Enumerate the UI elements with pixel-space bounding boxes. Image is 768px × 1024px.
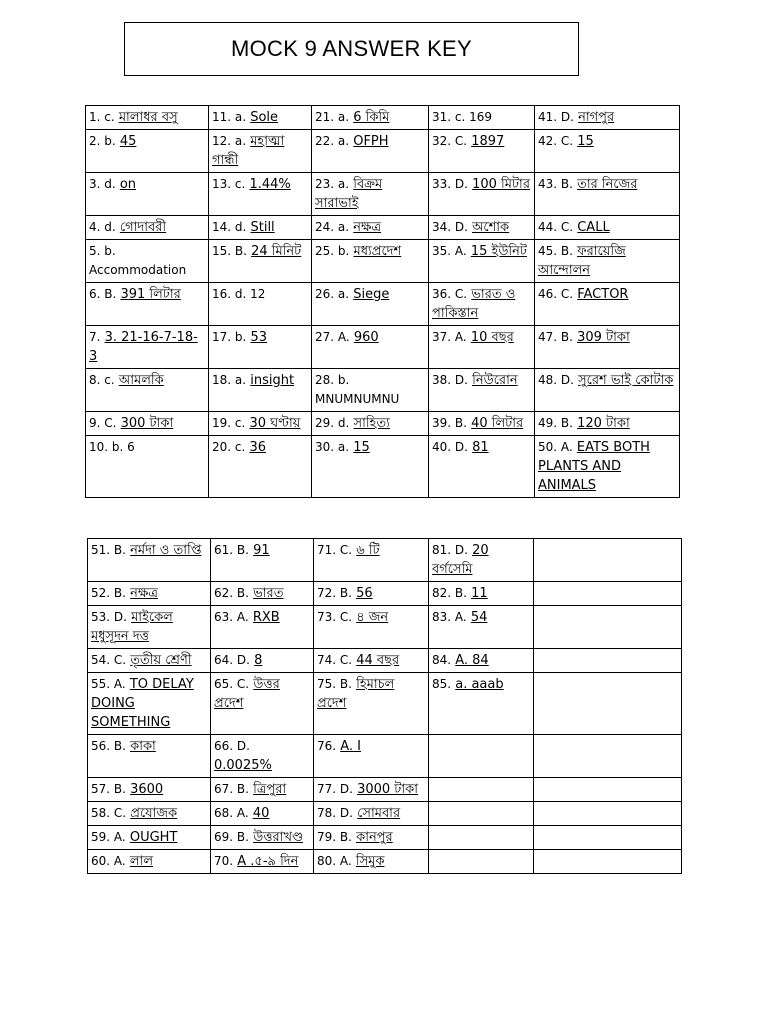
answer-cell bbox=[211, 606, 314, 649]
answer-cell bbox=[534, 539, 682, 582]
answer-text: আমলকি bbox=[118, 373, 164, 388]
answer-cell bbox=[88, 673, 211, 735]
answer-cell bbox=[314, 582, 429, 606]
question-number: 73. C. bbox=[317, 610, 353, 624]
answer-text: 1897 bbox=[471, 134, 505, 149]
answer-cell bbox=[429, 326, 535, 369]
table-row bbox=[88, 735, 682, 778]
question-number: 24. a. bbox=[315, 220, 350, 234]
answer-cell bbox=[535, 173, 680, 216]
question-number: 76. bbox=[317, 739, 337, 753]
answer-cell bbox=[314, 606, 429, 649]
answer-text: ভারত ও পাকিস্তান bbox=[432, 287, 516, 321]
answer-text: বিক্রম সারাভাই bbox=[315, 177, 383, 211]
question-number: 46. C. bbox=[538, 287, 574, 301]
answer-cell bbox=[312, 216, 429, 240]
answer-cell bbox=[429, 130, 535, 173]
answer-cell bbox=[534, 735, 682, 778]
answer-text: ৬ টি bbox=[356, 543, 380, 558]
question-number: 72. B. bbox=[317, 586, 352, 600]
answer-cell bbox=[535, 369, 680, 412]
title-box bbox=[124, 22, 579, 76]
answer-cell bbox=[209, 173, 312, 216]
answer-cell bbox=[314, 735, 429, 778]
answer-text: নক্ষত্র bbox=[130, 586, 158, 601]
question-number: 5. b. Accommodation bbox=[89, 244, 187, 277]
question-number: 13. c. bbox=[212, 177, 246, 191]
answer-text: OFPH bbox=[353, 134, 389, 149]
answer-cell bbox=[209, 326, 312, 369]
answer-text: 24 মিনিট bbox=[251, 244, 302, 259]
answer-text: ত্রিপুরা bbox=[253, 782, 287, 797]
answer-cell bbox=[535, 216, 680, 240]
answer-cell bbox=[86, 106, 209, 130]
answer-cell bbox=[429, 606, 534, 649]
answer-cell bbox=[86, 283, 209, 326]
answer-text: উত্তর প্রদেশ bbox=[214, 677, 280, 711]
answer-text: 15 bbox=[353, 440, 370, 455]
answer-text: RXB bbox=[252, 610, 280, 625]
question-number: 33. D. bbox=[432, 177, 468, 191]
answer-text: A .৫-৯ দিন bbox=[237, 854, 299, 869]
question-number: 48. D. bbox=[538, 373, 574, 387]
question-number: 71. C. bbox=[317, 543, 353, 557]
answer-cell bbox=[429, 216, 535, 240]
answer-text: 8 bbox=[254, 653, 263, 668]
question-number: 85. bbox=[432, 677, 452, 691]
answer-text: কানপুর bbox=[356, 830, 393, 845]
answer-cell bbox=[429, 173, 535, 216]
question-number: 17. b. bbox=[212, 330, 247, 344]
answer-cell bbox=[535, 436, 680, 498]
table-row bbox=[86, 240, 680, 283]
answer-cell bbox=[314, 778, 429, 802]
answer-cell bbox=[535, 412, 680, 436]
answer-text: অশোক bbox=[472, 220, 510, 235]
answer-text: নাগপুর bbox=[578, 110, 615, 125]
question-number: 4. d. bbox=[89, 220, 116, 234]
answer-cell bbox=[209, 106, 312, 130]
table-row bbox=[88, 649, 682, 673]
question-number: 29. d. bbox=[315, 416, 350, 430]
question-number: 62. B. bbox=[214, 586, 249, 600]
question-number: 25. b. bbox=[315, 244, 350, 258]
answer-text: insight bbox=[250, 373, 295, 388]
answer-text: 0.0025% bbox=[214, 758, 272, 773]
answer-cell bbox=[429, 283, 535, 326]
answer-text: 3600 bbox=[130, 782, 164, 797]
answer-cell bbox=[314, 649, 429, 673]
answer-text: কাকা bbox=[130, 739, 156, 754]
question-number: 14. d. bbox=[212, 220, 247, 234]
question-number: 47. B. bbox=[538, 330, 573, 344]
answer-text: সিমুক bbox=[355, 854, 385, 869]
answer-cell bbox=[429, 673, 534, 735]
answer-text: 40 bbox=[252, 806, 270, 821]
question-number: 30. a. bbox=[315, 440, 350, 454]
answer-cell bbox=[429, 735, 534, 778]
answer-cell bbox=[314, 673, 429, 735]
answer-text: 1.44% bbox=[249, 177, 291, 192]
question-number: 23. a. bbox=[315, 177, 350, 191]
answer-text: a. aaab bbox=[455, 677, 504, 692]
question-number: 81. D. bbox=[432, 543, 468, 557]
question-number: 60. A. bbox=[91, 854, 126, 868]
answer-text: 56 bbox=[356, 586, 373, 601]
answer-cell bbox=[312, 436, 429, 498]
answer-cell bbox=[534, 826, 682, 850]
question-number: 19. c. bbox=[212, 416, 246, 430]
answer-text: 120 টাকা bbox=[577, 416, 630, 431]
answer-text: ভারত bbox=[253, 586, 284, 601]
question-number: 16. d. 12 bbox=[212, 287, 266, 301]
answer-cell bbox=[535, 326, 680, 369]
answer-text: 11 bbox=[471, 586, 488, 601]
answer-cell bbox=[88, 735, 211, 778]
answer-text: 20 বর্গসেমি bbox=[432, 543, 489, 577]
question-number: 43. B. bbox=[538, 177, 573, 191]
question-number: 49. B. bbox=[538, 416, 573, 430]
question-number: 37. A. bbox=[432, 330, 467, 344]
answer-cell bbox=[314, 802, 429, 826]
question-number: 38. D. bbox=[432, 373, 468, 387]
question-number: 2. b. bbox=[89, 134, 116, 148]
answer-text: Still bbox=[250, 220, 275, 235]
question-number: 31. c. 169 bbox=[432, 110, 493, 124]
question-number: 7. bbox=[89, 330, 101, 344]
question-number: 61. B. bbox=[214, 543, 249, 557]
answer-text: OUGHT bbox=[129, 830, 178, 845]
answer-cell bbox=[534, 649, 682, 673]
answer-cell bbox=[88, 649, 211, 673]
answer-text: 40 লিটার bbox=[471, 416, 524, 431]
question-number: 1. c. bbox=[89, 110, 115, 124]
answer-text: নক্ষত্র bbox=[353, 220, 382, 235]
answer-cell bbox=[534, 802, 682, 826]
question-number: 70. bbox=[214, 854, 234, 868]
answer-cell bbox=[312, 130, 429, 173]
question-number: 28. b. MNUMNUMNU bbox=[315, 373, 400, 406]
table-row bbox=[86, 106, 680, 130]
answer-cell bbox=[429, 106, 535, 130]
question-number: 59. A. bbox=[91, 830, 126, 844]
answer-cell bbox=[429, 649, 534, 673]
answer-text: 53 bbox=[250, 330, 268, 345]
question-number: 26. a. bbox=[315, 287, 350, 301]
answer-cell bbox=[86, 216, 209, 240]
question-number: 6. B. bbox=[89, 287, 117, 301]
question-number: 79. B. bbox=[317, 830, 352, 844]
answer-cell bbox=[312, 369, 429, 412]
answer-cell bbox=[88, 606, 211, 649]
question-number: 83. A. bbox=[432, 610, 467, 624]
question-number: 55. A. bbox=[91, 677, 126, 691]
answer-cell bbox=[314, 850, 429, 874]
answer-cell bbox=[211, 673, 314, 735]
answer-cell bbox=[535, 240, 680, 283]
answer-cell bbox=[314, 539, 429, 582]
question-number: 75. B. bbox=[317, 677, 352, 691]
answer-cell bbox=[429, 850, 534, 874]
answer-text: Sole bbox=[250, 110, 279, 125]
answer-cell bbox=[534, 778, 682, 802]
answer-cell bbox=[86, 240, 209, 283]
answer-cell bbox=[534, 582, 682, 606]
table-row bbox=[86, 283, 680, 326]
question-number: 53. D. bbox=[91, 610, 127, 624]
answer-text: 15 ইউনিট bbox=[470, 244, 527, 259]
question-number: 39. B. bbox=[432, 416, 467, 430]
question-number: 80. A. bbox=[317, 854, 352, 868]
question-number: 56. B. bbox=[91, 739, 126, 753]
answer-text: 81 bbox=[472, 440, 489, 455]
answer-text: 30 ঘণ্টায় bbox=[249, 416, 301, 431]
question-number: 10. b. 6 bbox=[89, 440, 135, 454]
answer-text: ৪ জন bbox=[356, 610, 389, 625]
answer-text: সাহিত্য bbox=[353, 416, 390, 431]
question-number: 12. a. bbox=[212, 134, 247, 148]
answer-cell bbox=[209, 412, 312, 436]
answer-cell bbox=[209, 216, 312, 240]
answer-cell bbox=[312, 173, 429, 216]
page-title: MOCK 9 ANSWER KEY bbox=[230, 36, 473, 61]
answer-cell bbox=[211, 850, 314, 874]
table-row bbox=[86, 173, 680, 216]
answer-cell bbox=[209, 130, 312, 173]
question-number: 21. a. bbox=[315, 110, 350, 124]
answer-cell bbox=[535, 130, 680, 173]
question-number: 36. C. bbox=[432, 287, 468, 301]
answer-cell bbox=[209, 436, 312, 498]
answer-text: মহাত্মা গান্ধী bbox=[212, 134, 285, 168]
answer-text: A. I bbox=[340, 739, 361, 754]
table-row bbox=[88, 582, 682, 606]
answer-cell bbox=[312, 326, 429, 369]
table-row bbox=[88, 802, 682, 826]
answer-table-1 bbox=[85, 105, 680, 498]
table-row bbox=[88, 826, 682, 850]
answer-cell bbox=[86, 173, 209, 216]
answer-text: উত্তরাখণ্ড bbox=[253, 830, 303, 845]
answer-cell bbox=[88, 539, 211, 582]
answer-text: 91 bbox=[253, 543, 270, 558]
answer-cell bbox=[211, 539, 314, 582]
question-number: 3. d. bbox=[89, 177, 116, 191]
answer-cell bbox=[312, 283, 429, 326]
answer-cell bbox=[534, 850, 682, 874]
question-number: 15. B. bbox=[212, 244, 247, 258]
answer-cell bbox=[211, 778, 314, 802]
question-number: 67. B. bbox=[214, 782, 249, 796]
question-number: 11. a. bbox=[212, 110, 247, 124]
answer-text: 44 বছর bbox=[356, 653, 400, 668]
question-number: 44. C. bbox=[538, 220, 574, 234]
question-number: 35. A. bbox=[432, 244, 467, 258]
answer-cell bbox=[429, 436, 535, 498]
answer-cell bbox=[312, 412, 429, 436]
answer-text: নর্মদা ও তাপ্তি bbox=[130, 543, 202, 558]
answer-cell bbox=[429, 412, 535, 436]
answer-cell bbox=[314, 826, 429, 850]
answer-cell bbox=[312, 240, 429, 283]
question-number: 74. C. bbox=[317, 653, 353, 667]
answer-cell bbox=[535, 283, 680, 326]
answer-text: হিমাচল প্রদেশ bbox=[317, 677, 395, 711]
answer-text: ফরায়েজি আন্দোলন bbox=[538, 244, 626, 278]
answer-cell bbox=[429, 369, 535, 412]
answer-cell bbox=[211, 735, 314, 778]
question-number: 77. D. bbox=[317, 782, 353, 796]
answer-text: 45 bbox=[119, 134, 137, 149]
question-number: 20. c. bbox=[212, 440, 246, 454]
table-row bbox=[88, 539, 682, 582]
answer-text: 54 bbox=[470, 610, 488, 625]
answer-cell bbox=[86, 412, 209, 436]
question-number: 84. bbox=[432, 653, 452, 667]
answer-cell bbox=[211, 582, 314, 606]
answer-text: 391 লিটার bbox=[120, 287, 181, 302]
table-row bbox=[88, 850, 682, 874]
question-number: 22. a. bbox=[315, 134, 350, 148]
answer-cell bbox=[429, 826, 534, 850]
question-number: 64. D. bbox=[214, 653, 250, 667]
answer-cell bbox=[209, 240, 312, 283]
answer-text: FACTOR bbox=[577, 287, 629, 302]
question-number: 40. D. bbox=[432, 440, 468, 454]
table-row bbox=[86, 412, 680, 436]
question-number: 57. B. bbox=[91, 782, 126, 796]
answer-text: EATS BOTH PLANTS AND ANIMALS bbox=[538, 440, 650, 493]
answer-cell bbox=[211, 826, 314, 850]
answer-cell bbox=[86, 436, 209, 498]
answer-text: প্রযোজক bbox=[130, 806, 178, 821]
table-row bbox=[88, 673, 682, 735]
question-number: 68. A. bbox=[214, 806, 249, 820]
answer-text: 3. 21-16-7-18-3 bbox=[89, 330, 198, 364]
answer-text: 10 বছর bbox=[470, 330, 514, 345]
answer-text: 960 bbox=[353, 330, 379, 345]
question-number: 41. D. bbox=[538, 110, 574, 124]
question-number: 32. C. bbox=[432, 134, 468, 148]
table-row bbox=[86, 326, 680, 369]
question-number: 52. B. bbox=[91, 586, 126, 600]
question-number: 63. A. bbox=[214, 610, 249, 624]
answer-cell bbox=[86, 369, 209, 412]
question-number: 8. c. bbox=[89, 373, 115, 387]
answer-cell bbox=[88, 850, 211, 874]
table-row bbox=[86, 216, 680, 240]
answer-text: লাল bbox=[129, 854, 154, 869]
question-number: 58. C. bbox=[91, 806, 127, 820]
answer-text: সুরেশ ভাই কোটাক bbox=[578, 373, 674, 388]
answer-text: on bbox=[119, 177, 137, 192]
answer-text: মাইকেল মধুসূদন দত্ত bbox=[91, 610, 173, 644]
answer-cell bbox=[429, 240, 535, 283]
answer-cell bbox=[429, 539, 534, 582]
question-number: 34. D. bbox=[432, 220, 468, 234]
answer-cell bbox=[534, 606, 682, 649]
answer-cell bbox=[429, 802, 534, 826]
question-number: 18. a. bbox=[212, 373, 247, 387]
question-number: 82. B. bbox=[432, 586, 467, 600]
answer-text: সোমবার bbox=[357, 806, 401, 821]
answer-cell bbox=[211, 802, 314, 826]
answer-cell bbox=[88, 582, 211, 606]
answer-text: 6 কিমি bbox=[353, 110, 390, 125]
table-row bbox=[88, 606, 682, 649]
question-number: 42. C. bbox=[538, 134, 574, 148]
answer-text: গোদাবরী bbox=[119, 220, 167, 235]
answer-cell bbox=[209, 369, 312, 412]
answer-cell bbox=[211, 649, 314, 673]
answer-text: নিউরোন bbox=[472, 373, 518, 388]
answer-cell bbox=[209, 283, 312, 326]
question-number: 51. B. bbox=[91, 543, 126, 557]
answer-cell bbox=[534, 673, 682, 735]
answer-table-2 bbox=[87, 538, 682, 874]
question-number: 45. B. bbox=[538, 244, 573, 258]
table-row bbox=[86, 130, 680, 173]
question-number: 27. A. bbox=[315, 330, 350, 344]
answer-text: 100 মিটার bbox=[472, 177, 530, 192]
answer-cell bbox=[312, 106, 429, 130]
answer-cell bbox=[535, 106, 680, 130]
question-number: 69. B. bbox=[214, 830, 249, 844]
answer-text: TO DELAY DOING SOMETHING bbox=[91, 677, 194, 730]
answer-text: 3000 টাকা bbox=[357, 782, 419, 797]
answer-cell bbox=[88, 826, 211, 850]
answer-cell bbox=[88, 778, 211, 802]
question-number: 50. A. bbox=[538, 440, 573, 454]
question-number: 78. D. bbox=[317, 806, 353, 820]
answer-cell bbox=[88, 802, 211, 826]
answer-text: 36 bbox=[249, 440, 266, 455]
answer-text: তার নিজের bbox=[577, 177, 638, 192]
question-number: 66. D. bbox=[214, 739, 250, 753]
table-row bbox=[86, 436, 680, 498]
question-number: 65. C. bbox=[214, 677, 250, 691]
answer-text: Siege bbox=[353, 287, 390, 302]
answer-cell bbox=[429, 778, 534, 802]
answer-text: মধ্যপ্রদেশ bbox=[353, 244, 402, 259]
answer-text: 300 টাকা bbox=[120, 416, 174, 431]
table-row bbox=[86, 369, 680, 412]
answer-text: A. 84 bbox=[455, 653, 489, 668]
answer-cell bbox=[86, 326, 209, 369]
table-row bbox=[88, 778, 682, 802]
answer-cell bbox=[429, 582, 534, 606]
answer-text: 15 bbox=[577, 134, 594, 149]
answer-cell bbox=[86, 130, 209, 173]
answer-text: তৃতীয় শ্রেণী bbox=[130, 653, 192, 668]
answer-text: 309 টাকা bbox=[577, 330, 630, 345]
answer-text: মালাধর বসু bbox=[118, 110, 178, 125]
question-number: 9. C. bbox=[89, 416, 117, 430]
answer-text: CALL bbox=[577, 220, 610, 235]
question-number: 54. C. bbox=[91, 653, 127, 667]
